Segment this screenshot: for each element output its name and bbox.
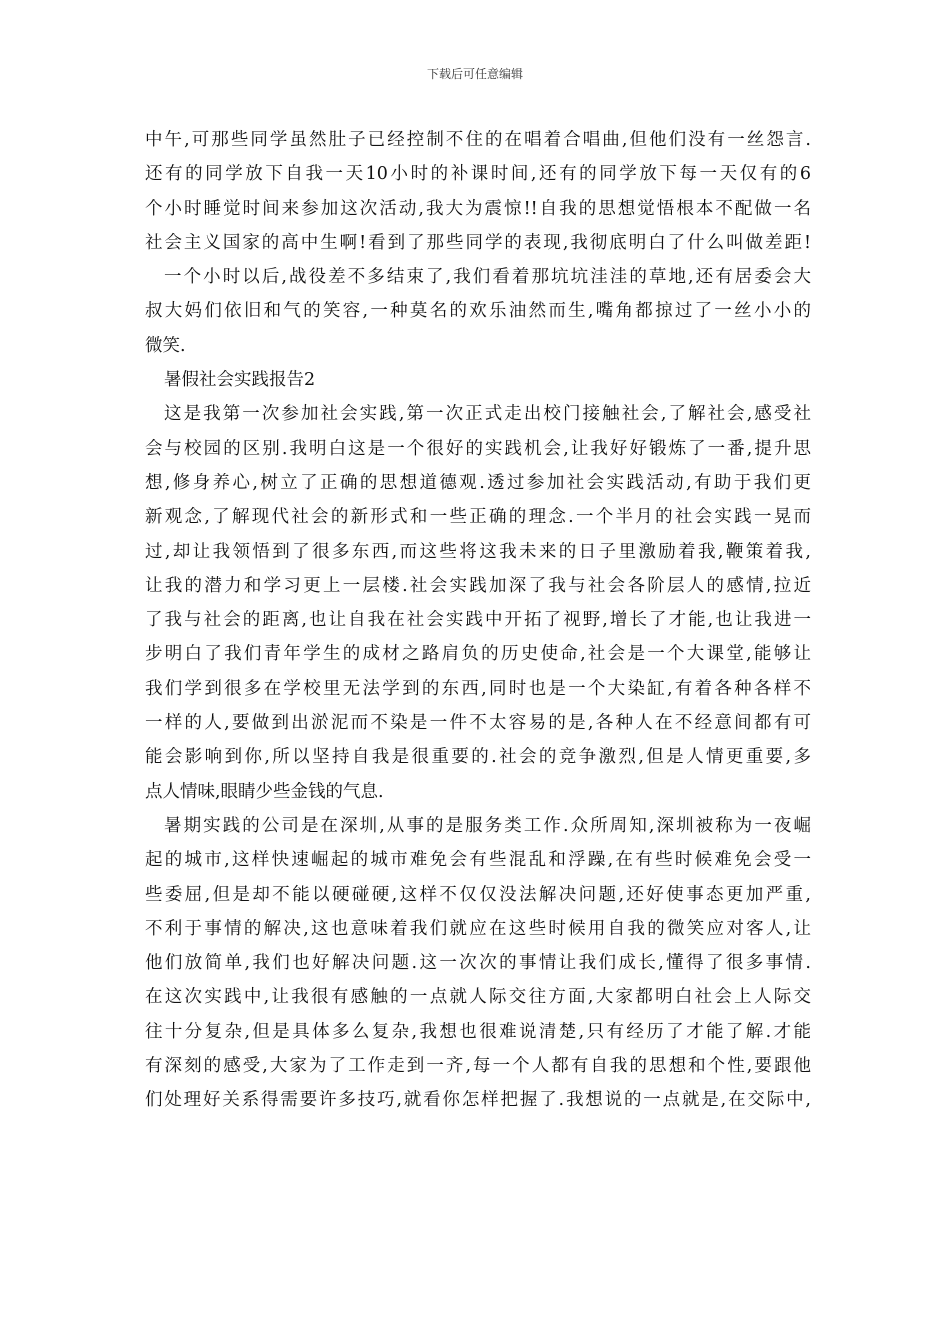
- page-header: 下载后可任意编辑: [426, 67, 523, 81]
- text-line: 些委屈,但是却不能以硬碰硬,这样不仅仅没法解决问题,还好使事态更加严重,: [145, 884, 811, 905]
- text-line: 他们放简单,我们也好解决问题.这一次次的事情让我们成长,懂得了很多事情.: [145, 953, 811, 974]
- text-line: 这是我第一次参加社会实践,第一次正式走出校门接触社会,了解社会,感受社: [164, 404, 811, 425]
- text-line: 我们学到很多在学校里无法学到的东西,同时也是一个大染缸,有着各种各样不: [145, 678, 811, 699]
- text-line: 微笑.: [145, 335, 186, 356]
- text-line: 还有的同学放下自我一天10小时的补课时间,还有的同学放下每一天仅有的6: [145, 164, 811, 185]
- text-line: 往十分复杂,但是具体多么复杂,我想也很难说清楚,只有经历了才能了解.才能: [145, 1021, 811, 1042]
- body-text: [145, 123, 811, 1118]
- text-line: 暑期实践的公司是在深圳,从事的是服务类工作.众所周知,深圳被称为一夜崛: [164, 815, 811, 836]
- text-line: 让我的潜力和学习更上一层楼.社会实践加深了我与社会各阶层人的感情,拉近: [145, 575, 811, 596]
- text-line: 会与校园的区别.我明白这是一个很好的实践机会,让我好好锻炼了一番,提升思: [145, 438, 811, 459]
- text-line: 能会影响到你,所以坚持自我是很重要的.社会的竞争激烈,但是人情更重要,多: [145, 747, 811, 768]
- text-line: 暑假社会实践报告2: [164, 370, 316, 391]
- text-line: 步明白了我们青年学生的成材之路肩负的历史使命,社会是一个大课堂,能够让: [145, 644, 811, 665]
- text-line: 一个小时以后,战役差不多结束了,我们看着那坑坑洼洼的草地,还有居委会大: [164, 267, 811, 288]
- text-line: 个小时睡觉时间来参加这次活动,我大为震惊!!自我的思想觉悟根本不配做一名: [145, 198, 811, 219]
- text-line: 新观念,了解现代社会的新形式和一些正确的理念.一个半月的社会实践一晃而: [145, 507, 811, 528]
- text-line: 在这次实践中,让我很有感触的一点就人际交往方面,大家都明白社会上人际交: [145, 987, 811, 1008]
- text-line: 们处理好关系得需要许多技巧,就看你怎样把握了.我想说的一点就是,在交际中,: [145, 1090, 811, 1111]
- text-line: 了我与社会的距离,也让自我在社会实践中开拓了视野,增长了才能,也让我进一: [145, 610, 811, 631]
- text-line: 社会主义国家的高中生啊!看到了那些同学的表现,我彻底明白了什么叫做差距!: [145, 232, 811, 253]
- text-line: 起的城市,这样快速崛起的城市难免会有些混乱和浮躁,在有些时候难免会受一: [145, 850, 811, 871]
- text-line: 叔大妈们依旧和气的笑容,一种莫名的欢乐油然而生,嘴角都掠过了一丝小小的: [145, 301, 811, 322]
- text-line: 中午,可那些同学虽然肚子已经控制不住的在唱着合唱曲,但他们没有一丝怨言.: [145, 130, 811, 150]
- text-line: 一样的人,要做到出淤泥而不染是一件不太容易的是,各种人在不经意间都有可: [145, 713, 811, 734]
- text-line: 有深刻的感受,大家为了工作走到一齐,每一个人都有自我的思想和个性,要跟他: [145, 1056, 811, 1077]
- text-line: 点人情味,眼睛少些金钱的气息.: [145, 781, 384, 802]
- text-line: 想,修身养心,树立了正确的思想道德观.透过参加社会实践活动,有助于我们更: [145, 472, 811, 493]
- text-line: 不利于事情的解决,这也意味着我们就应在这些时候用自我的微笑应对客人,让: [145, 918, 811, 939]
- text-line: 过,却让我领悟到了很多东西,而这些将这我未来的日子里激励着我,鞭策着我,: [145, 541, 811, 562]
